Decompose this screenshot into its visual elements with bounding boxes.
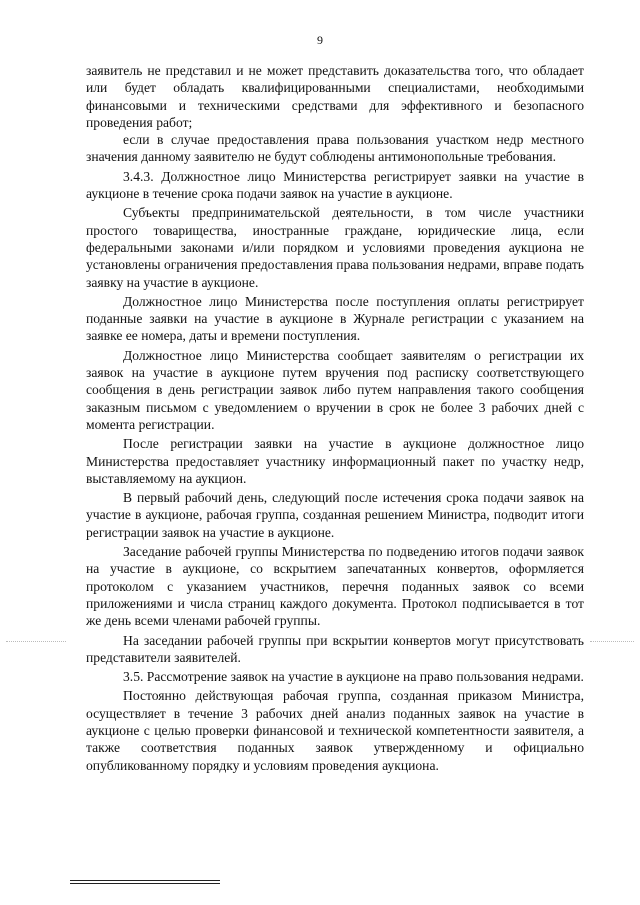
section-heading: 3.5. Рассмотрение заявок на участие в аукционе на право пользования недрами. [123,669,584,685]
paragraph: Заседание рабочей группы Министерства по подведению итогов подачи заявок на участие в аукционе, со вскрытием запечатанных конвертов, оформляется протоколом с указанием участников, перечня поданных заявок со всеми приложениями и числа страниц каждого документа. Протокол подписывается в тот же день всеми членами рабочей группы. [86,544,584,629]
document-body [86,62,584,774]
paragraph: В первый рабочий день, следующий после истечения срока подачи заявок на участие в аукционе, рабочая группа, созданная решением Министра, подводит итоги регистрации заявок на участие в аукционе. [86,490,584,540]
paragraph: После регистрации заявки на участие в аукционе должностное лицо Министерства предоставляет участнику информационный пакет по участку недр, выставляемому на аукцион. [86,436,584,486]
paragraph: На заседании рабочей группы при вскрытии конвертов могут присутствовать представители заявителей. [86,632,584,665]
paragraph: 3.4.3. Должностное лицо Министерства регистрирует заявки на участие в аукционе в течение срока подачи заявок на участие в аукционе. [86,168,584,202]
paragraph: если в случае предоставления права пользования участком недр местного значения данному заявителю не будут соблюдены антимонопольные требования. [86,132,584,165]
footer-rule-secondary [70,883,220,884]
footer-rule [70,880,220,881]
scan-artifact-left [6,641,66,642]
page-number: 9 [317,33,323,47]
paragraph: Должностное лицо Министерства сообщает заявителям о регистрации их заявок на участие в аукционе путем вручения под расписку соответствующего сообщения в день регистрации заявок либо путем направления такого сообщения заказным письмом с уведомлением о вручении в срок не более 3 рабочих дней с момента регистрации. [86,347,584,432]
paragraph: заявитель не представил и не может представить доказательства того, что обладает или будет обладать квалифицированными специалистами, необходимыми финансовыми и техническими средствами для эффективного и безопасного проведения работ; [86,63,584,130]
paragraph: Должностное лицо Министерства после поступления оплаты регистрирует поданные заявки на участие в аукционе в Журнале регистрации с указанием на заявке ее номера, даты и времени поступления. [86,293,584,344]
scan-artifact-right [590,641,634,642]
paragraph: Постоянно действующая рабочая группа, созданная приказом Министра, осуществляет в течение 3 рабочих дней анализ поданных заявок на участие в аукционе с целью проверки финансовой и технической компетентности заявителя, а также соответствия поданных заявок утвержденному и официально опубликованному порядку и условиям проведения аукциона. [86,688,584,773]
paragraph: Субъекты предпринимательской деятельности, в том числе участники простого товарищества, иностранные граждане, юридические лица, если федеральными законами и/или порядком и условиями проведения аукциона не установлены ограничения предоставления права пользования недрами, вправе подать заявку на участие в аукционе. [86,205,584,290]
